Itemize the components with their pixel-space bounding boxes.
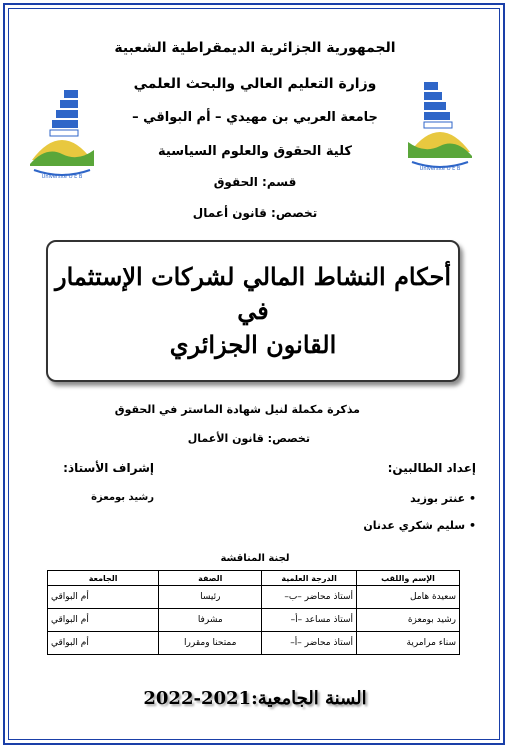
student-name-2: • سليم شكري عدنان [363,519,476,532]
republic-heading: الجمهورية الجزائرية الديمقراطية الشعبية [114,40,396,56]
students-label: إعداد الطالبين: [387,461,476,475]
bullet-icon: • [465,492,476,505]
member-role: رئيسا [159,586,262,609]
table-row [48,586,460,609]
committee-title: لجنة المناقشة [220,553,290,564]
faculty-heading: كلية الحقوق والعلوم السياسية [158,144,352,159]
committee-table [47,570,460,655]
table-row [48,609,460,632]
thesis-title-line1: أحكام النشاط المالي لشركات الإستثمار [55,262,451,291]
ministry-heading: وزارة التعليم العالي والبحث العلمي [133,76,377,92]
member-university: أم البواقي [48,632,159,655]
col-header-name: الإسم واللقب [357,571,460,586]
member-role: ممتحنا ومقررا [159,632,262,655]
supervisor-name: رشيد بومعزة [91,492,154,503]
memo-description: مذكرة مكملة لنيل شهادة الماستر في الحقوق [114,403,360,416]
member-university: أم البواقي [48,586,159,609]
member-name: سعيدة هامل [357,586,460,609]
logo-caption-right: Université O E B [419,166,461,172]
table-header-row [48,571,460,586]
thesis-title-box [46,240,460,382]
memo-specialty: تخصص: قانون الأعمال [187,432,310,445]
academic-year: السنة الجامعية:2021-2022 [143,688,367,709]
bullet-icon: • [465,519,476,532]
col-header-rank: الدرجة العلمية [262,571,357,586]
specialty-heading: تخصص: قانون أعمال [192,206,318,220]
member-name: سناء مرامرية [357,632,460,655]
member-rank: أستاذ محاضر –أ– [262,632,357,655]
logo-caption-left: Université O E B [41,174,83,180]
department-heading: قسم: الحقوق [213,175,297,189]
col-header-university: الجامعة [48,571,159,586]
col-header-role: الصفة [159,571,262,586]
member-rank: أستاذ محاضر –ب– [262,586,357,609]
university-heading: جامعة العربي بن مهيدي – أم البواقي – [132,110,378,125]
university-logo-right [404,82,476,174]
member-role: مشرفا [159,609,262,632]
member-rank: أستاذ مساعد –أ– [262,609,357,632]
member-name: رشيد بومعزة [357,609,460,632]
thesis-title-line2: في [237,296,269,325]
member-university: أم البواقي [48,609,159,632]
student-name-1: • عنتر بوزيد [410,492,476,505]
university-logo-left [26,90,98,182]
supervisor-label: إشراف الأستاذ: [63,461,154,475]
thesis-title-line3: القانون الجزائري [169,330,337,359]
table-row [48,632,460,655]
